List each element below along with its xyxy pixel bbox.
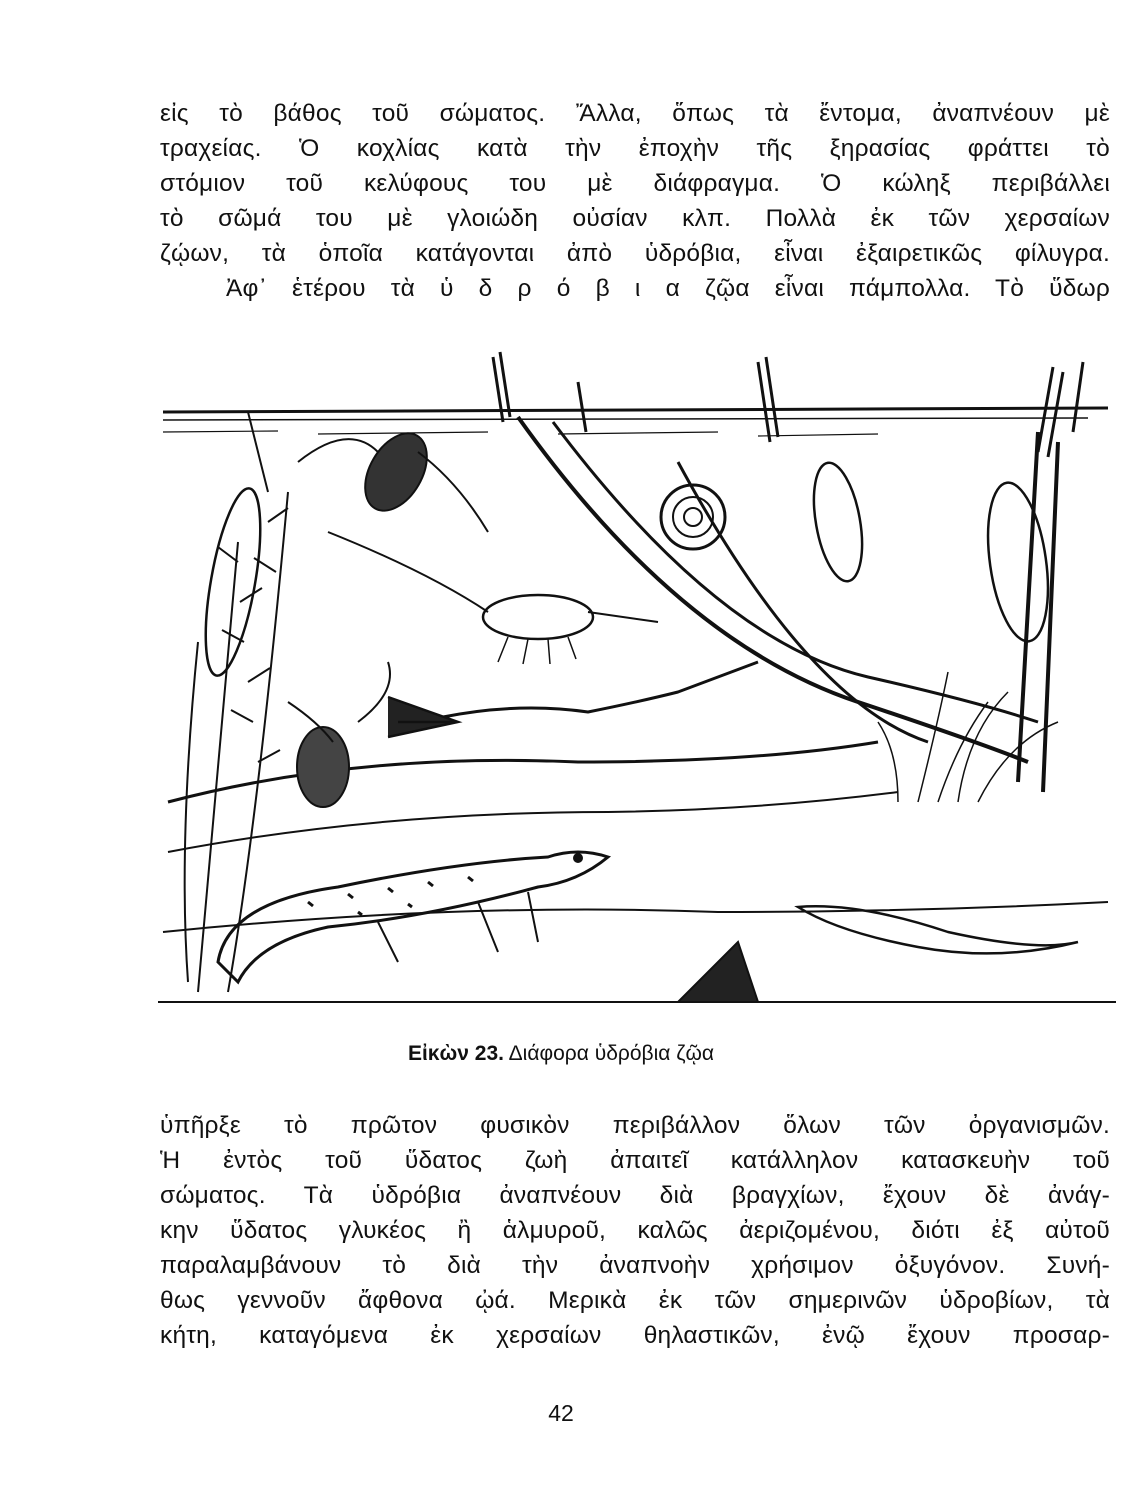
text-line: τὸ σῶμά του μὲ γλοιώδη οὐσίαν κλπ. Πολλὰ ἐκ τῶν χερσαίων [160, 205, 1110, 232]
text-line: κήτη, καταγόμενα ἐκ χερσαίων θηλαστικῶν, ἐνῷ ἔχουν προσαρ- [160, 1322, 1110, 1349]
text-line: κην ὕδατος γλυκέος ἢ ἁλμυροῦ, καλῶς ἀεριζομένου, διότι ἐξ αὐτοῦ [160, 1217, 1110, 1244]
top-paragraphs [160, 96, 1110, 306]
text-line: ζῴων, τὰ ὁποῖα κατάγονται ἀπὸ ὑδρόβια, εἶναι ἐξαιρετικῶς φίλυγρα. [160, 240, 1110, 267]
text-line: τραχείας. Ὁ κοχλίας κατὰ τὴν ἐποχὴν τῆς ξηρασίας φράττει τὸ [160, 135, 1110, 162]
text-line: θως γεννοῦν ἄφθονα ᾠά. Μερικὰ ἐκ τῶν σημερινῶν ὑδροβίων, τὰ [160, 1287, 1110, 1314]
bottom-paragraphs [160, 1108, 1110, 1353]
text-line: στόμιον τοῦ κελύφους του μὲ διάφραγμα. Ὁ κώληξ περιβάλλει [160, 170, 1110, 197]
text-line: ὑπῆρξε τὸ πρῶτον φυσικὸν περιβάλλον ὅλων τῶν ὀργανισμῶν. [160, 1112, 1110, 1139]
aquatic-animals-drawing [158, 342, 1116, 1022]
text-line: παραλαμβάνουν τὸ διὰ τὴν ἀναπνοὴν χρήσιμον ὀξυγόνον. Συνή- [160, 1252, 1110, 1279]
caption-label: Εἰκὼν 23. [407, 1042, 504, 1065]
figure-illustration [158, 342, 1116, 1022]
text-line: Ἀφ᾽ ἑτέρου τὰ ὑ δ ρ ό β ι α ζῷα εἶναι πάμπολλα. Τὸ ὕδωρ [226, 275, 1110, 302]
text-line: Ἡ ἐντὸς τοῦ ὕδατος ζωὴ ἀπαιτεῖ κατάλληλον κατασκευὴν τοῦ [160, 1147, 1110, 1174]
page-number: 42 [548, 1400, 574, 1426]
figure-caption [0, 1040, 1122, 1068]
text-line: εἰς τὸ βάθος τοῦ σώματος. Ἄλλα, ὅπως τὰ ἔντομα, ἀναπνέουν μὲ [160, 100, 1110, 127]
caption-text: Διάφορα ὑδρόβια ζῷα [508, 1042, 715, 1065]
text-line: σώματος. Τὰ ὑδρόβια ἀναπνέουν διὰ βραγχίων, ἔχουν δὲ ἀνάγ- [160, 1182, 1110, 1209]
